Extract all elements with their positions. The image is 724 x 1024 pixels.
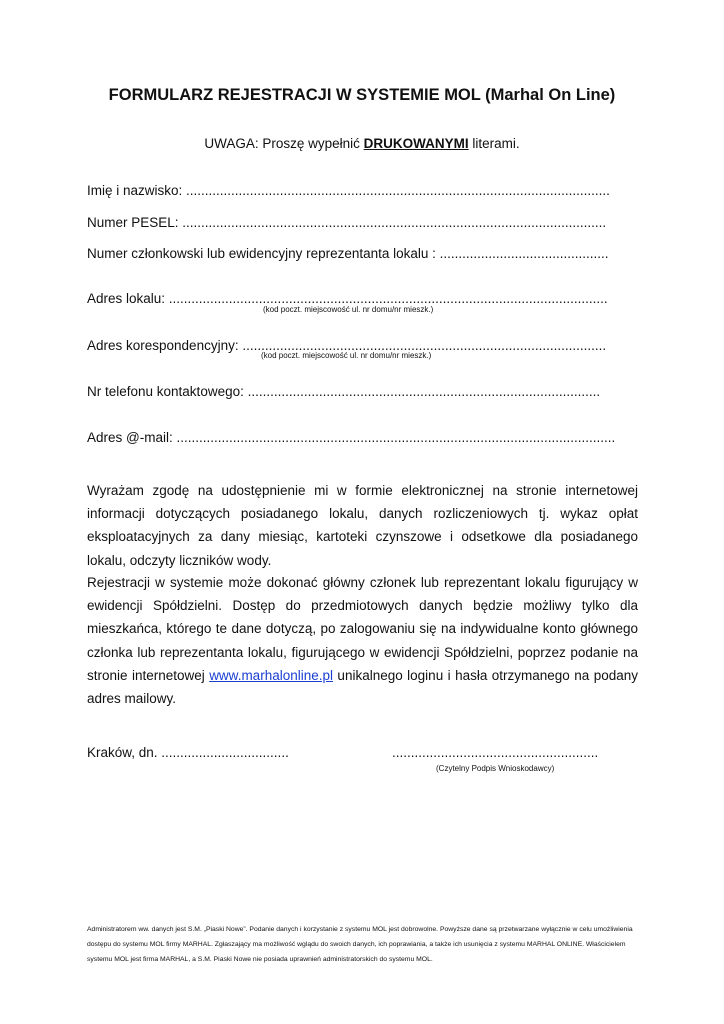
consent-text-before-link: Rejestracji w systemie może dokonać główny członek lub reprezentant lokalu figurujący w ewidencji Spółdzielni. Dostęp do przedmiotowych danych będzie możliwy tylko dla mieszkańca, którego te dane dotyczą, po zalogowaniu się na indywidualne konto głównego członka lub reprezentanta lokalu, figurującego w ewidencji Spółdzielni, poprzez podanie na stronie internetowej bbox=[87, 575, 638, 683]
footer-disclaimer: Administratorem ww. danych jest S.M. „Piaski Nowe”. Podanie danych i korzystanie z systemu MOL jest dobrowolne. Powyższe dane są przetwarzane wyłącznie w celu umożliwienia dostępu do systemu MOL firmy MARHAL. Zgłaszający ma możliwość wglądu do swoich danych, ich poprawiania, a także ich usunięcia z systemu MARHAL ONLINE. Właścicielem systemu MOL jest firma MARHAL, a S.M. Piaski Nowe nie posiada uprawnień administratorskich do systemu MOL. bbox=[87, 926, 633, 964]
address-field: Adres lokalu: ..................................................................................................................... bbox=[87, 291, 608, 306]
consent-paragraph-1: Wyrażam zgodę na udostępnienie mi w formie elektronicznej na stronie internetowej informacji dotyczących posiadanego lokalu, danych rozliczeniowych tj. wykaz opłat eksploatacyjnych za dany miesiąc, kartoteki czynszowe i odsetkowe dla posiadanego lokalu, odczyty liczników wody. bbox=[87, 483, 638, 568]
address-hint: (kod poczt. miejscowość ul. nr domu/nr mieszk.) bbox=[263, 305, 434, 314]
place-date-field: Kraków, dn. .................................. bbox=[87, 745, 289, 760]
notice-emphasis: DRUKOWANYMI bbox=[363, 136, 469, 151]
name-field: Imię i nazwisko: ................................................................................................................. bbox=[87, 183, 610, 198]
signature-hint: (Czytelny Podpis Wnioskodawcy) bbox=[436, 764, 555, 773]
consent-text-after-link: unikalnego loginu i hasła otrzymanego na podany adres mailowy. bbox=[87, 667, 638, 707]
consent-paragraph-2 bbox=[87, 571, 638, 710]
email-field: Adres @-mail: ..................................................................................................................... bbox=[87, 430, 616, 445]
marhalonline-link[interactable]: www.marhalonline.pl bbox=[209, 667, 333, 683]
notice-prefix: UWAGA: Proszę wypełnić bbox=[204, 136, 364, 151]
form-title: FORMULARZ REJESTRACJI W SYSTEMIE MOL (Marhal On Line) bbox=[108, 86, 616, 104]
signature-line: ....................................................... bbox=[392, 745, 599, 760]
member-number-field: Numer członkowski lub ewidencyjny reprezentanta lokalu : ............................................. bbox=[87, 246, 609, 261]
correspondence-field: Adres korespondencyjny: ................................................................................................. bbox=[87, 338, 607, 353]
phone-field: Nr telefonu kontaktowego: .............................................................................................. bbox=[87, 384, 601, 399]
correspondence-hint: (kod poczt. miejscowość ul. nr domu/nr mieszk.) bbox=[261, 351, 432, 360]
notice-suffix: literami. bbox=[468, 136, 520, 151]
pesel-field: Numer PESEL: ................................................................................................................. bbox=[87, 215, 607, 230]
notice-line bbox=[0, 136, 724, 151]
